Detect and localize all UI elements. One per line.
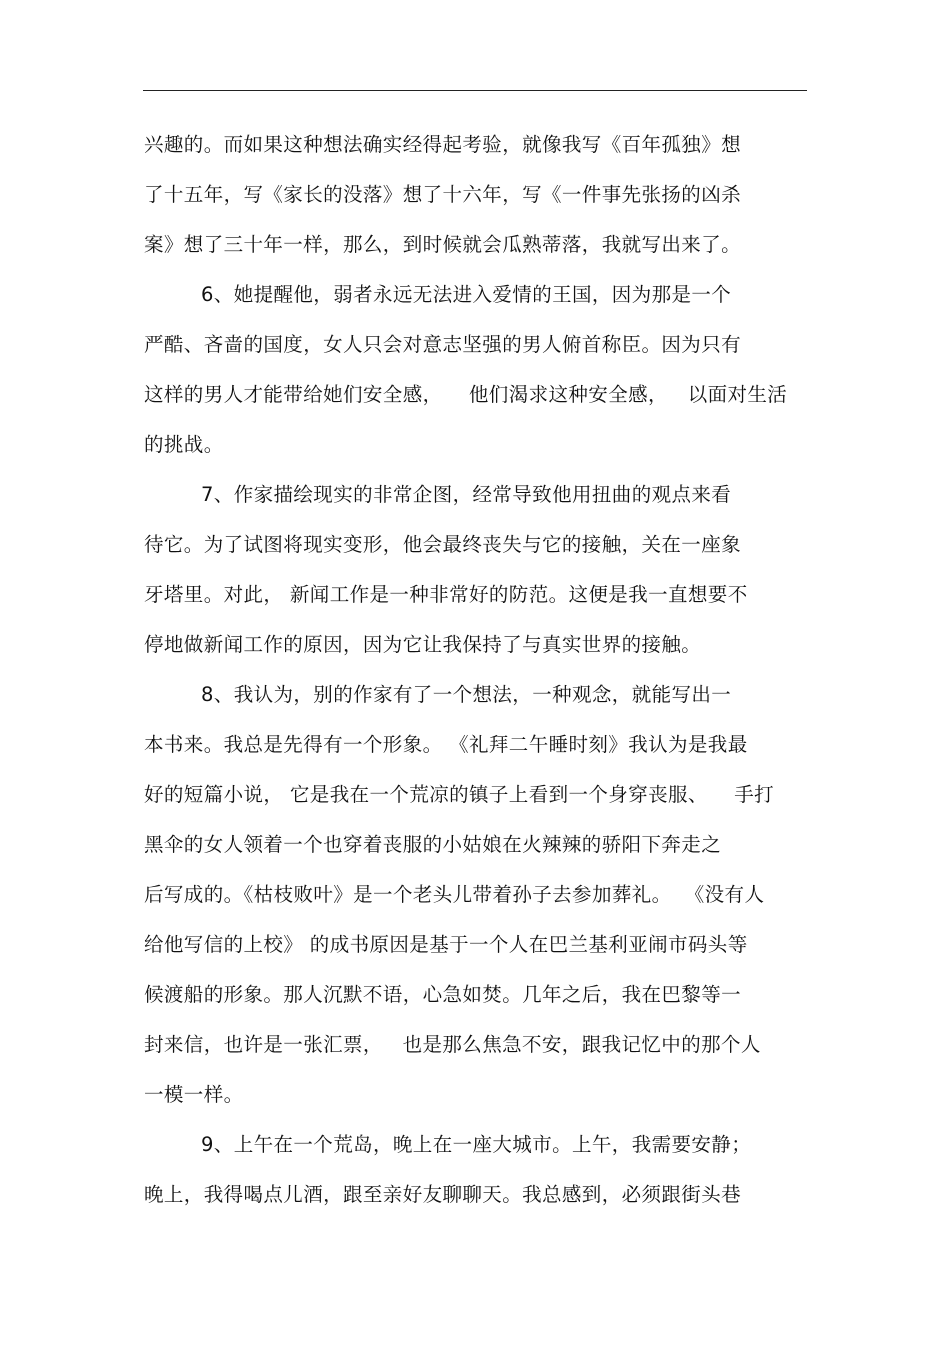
text-line: 给他写信的上校》 的成书原因是基于一个人在巴兰基利亚闹市码头等 [144,933,748,956]
text-line: 严酷、吝啬的国度，女人只会对意志坚强的男人俯首称臣。因为只有 [144,333,742,356]
text-line: 候渡船的形象。那人沉默不语，心急如焚。几年之后，我在巴黎等一 [144,983,742,1006]
text-line: 停地做新闻工作的原因，因为它让我保持了与真实世界的接触。 [144,633,702,656]
text-line: 了十五年，写《家长的没落》想了十六年，写《一件事先张扬的凶杀 [144,183,742,206]
text-line: 好的短篇小说， 它是我在一个荒凉的镇子上看到一个身穿丧服、 手打 [144,783,774,806]
text-line: 一模一样。 [144,1083,244,1106]
text-line: 7、作家描绘现实的非常企图，经常导致他用扭曲的观点来看 [201,483,732,506]
text-line: 这样的男人才能带给她们安全感， 他们渴求这种安全感， 以面对生活 [144,383,788,406]
text-line: 兴趣的。而如果这种想法确实经得起考验，就像我写《百年孤独》想 [144,133,742,156]
text-line: 的挑战。 [144,433,224,456]
text-line: 牙塔里。对此， 新闻工作是一种非常好的防范。这便是我一直想要不 [144,583,748,606]
text-line: 待它。为了试图将现实变形，他会最终丧失与它的接触，关在一座象 [144,533,742,556]
text-line: 8、我认为，别的作家有了一个想法，一种观念，就能写出一 [201,683,732,706]
text-line: 6、她提醒他，弱者永远无法进入爱情的王国，因为那是一个 [201,283,732,306]
text-line: 案》想了三十年一样，那么，到时候就会瓜熟蒂落，我就写出来了。 [144,233,742,256]
text-line: 本书来。我总是先得有一个形象。 《礼拜二午睡时刻》我认为是我最 [144,733,748,756]
text-line: 黑伞的女人领着一个也穿着丧服的小姑娘在火辣辣的骄阳下奔走之 [144,833,722,856]
text-line: 后写成的。《枯枝败叶》是一个老头儿带着孙子去参加葬礼。 《没有人 [144,883,765,906]
text-line: 晚上，我得喝点儿酒，跟至亲好友聊聊天。我总感到，必须跟街头巷 [144,1183,742,1206]
header-rule [143,90,807,91]
text-line: 封来信，也许是一张汇票， 也是那么焦急不安，跟我记忆中的那个人 [144,1033,761,1056]
text-line: 9、上午在一个荒岛，晚上在一座大城市。上午，我需要安静； [201,1133,752,1156]
